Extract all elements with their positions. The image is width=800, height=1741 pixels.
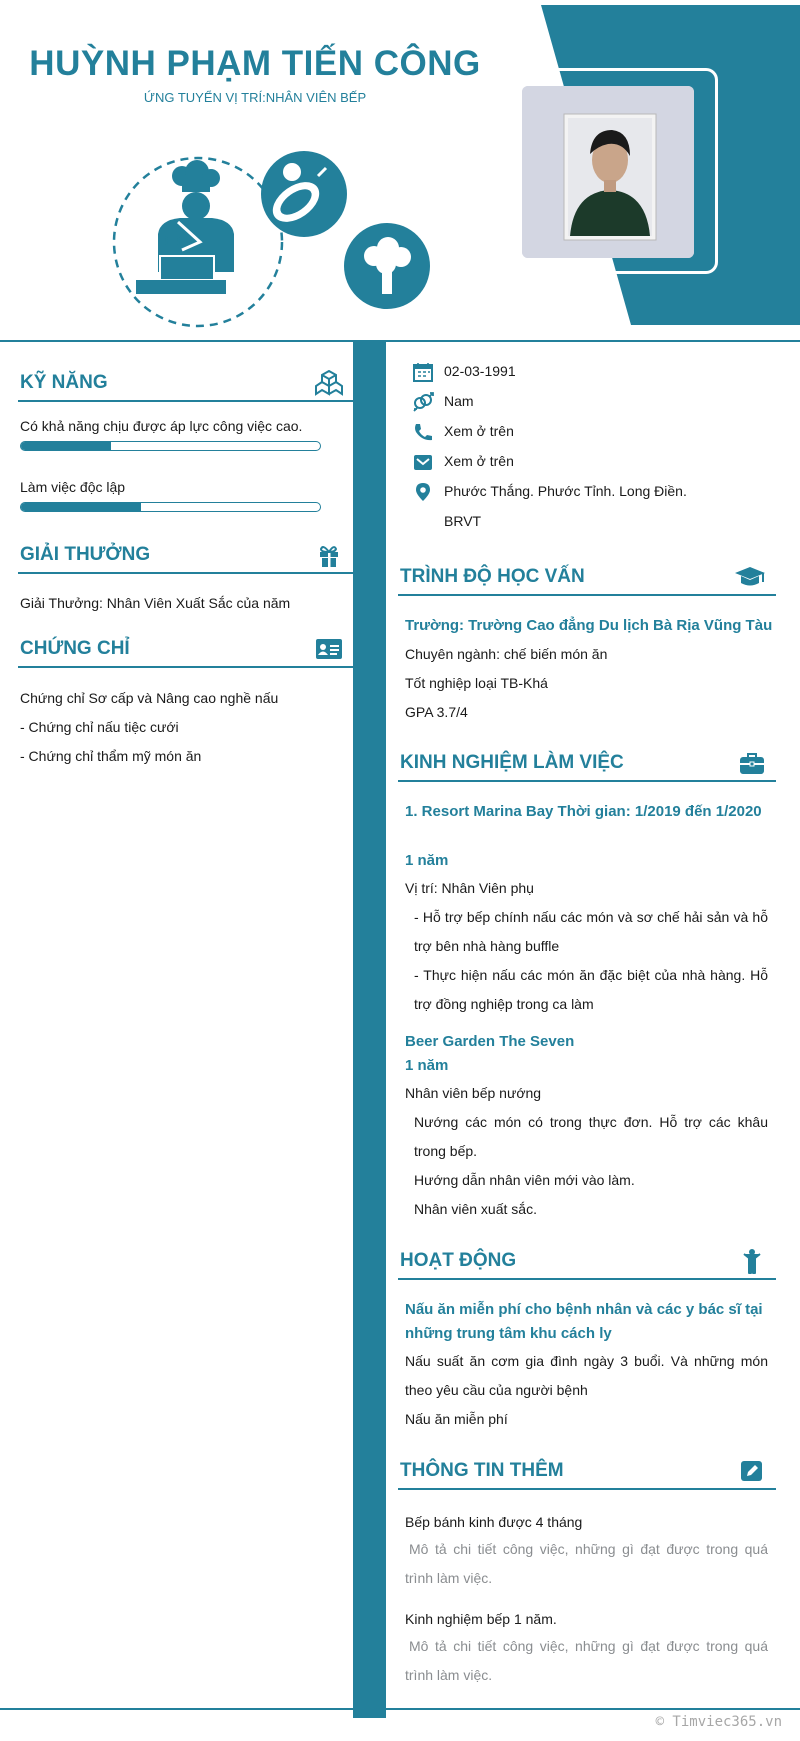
skill-progress-fill [21,503,141,511]
job-detail: - Thực hiện nấu các món ăn đặc biệt của nhà hàng. Hỗ trợ đồng nghiệp trong ca làm [414,967,768,1012]
id-card-icon [315,636,343,662]
skill-progress [20,502,321,512]
education-title: TRÌNH ĐỘ HỌC VẤN [400,566,585,587]
education-school: Trường: Trường Cao đẳng Du lịch Bà Rịa Vũng Tàu [405,617,773,634]
phone-icon [412,422,434,442]
activity-line: Nấu ăn miễn phí [405,1411,508,1427]
map-pin-icon [412,482,434,502]
job-detail: Nướng các món có trong thực đơn. Hỗ trợ các khâu trong bếp. [414,1114,768,1159]
activity-heading: Nấu ăn miễn phí cho bệnh nhân và các y bác sĩ tại những trung tâm khu cách ly [405,1301,763,1342]
gender-value: Nam [444,393,474,409]
divider-bottom [0,1708,800,1710]
job-role: Nhân viên bếp nướng [405,1085,542,1101]
center-column-bar [353,342,386,1718]
experience-title: KINH NGHIỆM LÀM VIỆC [400,752,624,773]
cubes-icon [315,370,343,396]
education-major: Chuyên ngành: chế biến món ăn [405,646,608,662]
chef-illustration [100,150,440,340]
skill-label: Có khả năng chịu được áp lực công việc cao. [20,418,303,434]
job-detail: - Hỗ trợ bếp chính nấu các món và sơ chế hải sản và hỗ trợ bên nhà hàng buffle [414,909,768,954]
certificate-item: Chứng chỉ Sơ cấp và Nâng cao nghề nấu [20,690,279,706]
child-icon [738,1248,766,1274]
activity-line: Nấu suất ăn cơm gia đình ngày 3 buổi. Và những món theo yêu cầu của người bệnh [405,1353,768,1398]
awards-title: GIẢI THƯỞNG [20,544,151,565]
email-icon [412,452,434,472]
job-heading: Beer Garden The Seven [405,1033,575,1050]
candidate-photo [522,86,694,258]
activities-title: HOẠT ĐỘNG [400,1250,517,1271]
applied-position: ỨNG TUYỂN VỊ TRÍ:NHÂN VIÊN BẾP [143,90,367,105]
birthdate-value: 02-03-1991 [444,363,516,379]
certificates-section-header [18,628,353,668]
additional-section-header [398,1450,776,1490]
awards-section-header [18,534,353,574]
gift-icon [315,542,343,568]
job-detail: Nhân viên xuất sắc. [414,1201,537,1217]
calendar-icon [412,362,434,382]
job-detail: Hướng dẫn nhân viên mới vào làm. [414,1172,635,1188]
skills-title: KỸ NĂNG [20,372,108,393]
skill-label: Làm việc độc lập [20,479,126,495]
certificate-item: - Chứng chỉ thẩm mỹ món ăn [20,748,202,764]
skill-progress [20,441,321,451]
additional-item-desc: Mô tả chi tiết công việc, những gì đạt được trong quá trình làm việc. [405,1541,768,1586]
certificate-item: - Chứng chỉ nấu tiệc cưới [20,719,179,735]
gender-icon [412,392,434,412]
candidate-name: HUỲNH PHẠM TIẾN CÔNG [29,44,481,83]
certificates-title: CHỨNG CHỈ [20,638,130,659]
email-value: Xem ở trên [444,453,514,469]
edit-icon [738,1458,766,1484]
education-section-header [398,556,776,596]
job-duration: 1 năm [405,1057,449,1074]
skill-progress-fill [21,442,111,450]
divider-top [0,340,800,342]
graduation-cap-icon [734,564,766,590]
additional-item-heading: Kinh nghiệm bếp 1 năm. [405,1611,557,1627]
watermark: © Timviec365.vn [655,1714,782,1730]
phone-value: Xem ở trên [444,423,514,439]
award-text: Giải Thưởng: Nhân Viên Xuất Sắc của năm [20,595,291,611]
activities-section-header [398,1240,776,1280]
education-gpa: GPA 3.7/4 [405,704,468,720]
additional-item-heading: Bếp bánh kinh được 4 tháng [405,1514,583,1530]
job-heading: 1. Resort Marina Bay Thời gian: 1/2019 đến 1/2020 [405,803,762,820]
job-role: Vị trí: Nhân Viên phụ [405,880,534,896]
briefcase-icon [738,750,766,776]
address-value: Phước Thắng. Phước Tỉnh. Long Điền. [444,483,687,499]
experience-section-header [398,742,776,782]
education-grade: Tốt nghiệp loại TB-Khá [405,675,548,691]
job-duration: 1 năm [405,852,449,869]
address-value-cont: BRVT [444,513,482,529]
additional-title: THÔNG TIN THÊM [400,1460,564,1481]
additional-item-desc: Mô tả chi tiết công việc, những gì đạt được trong quá trình làm việc. [405,1638,768,1683]
skills-section-header [18,362,353,402]
